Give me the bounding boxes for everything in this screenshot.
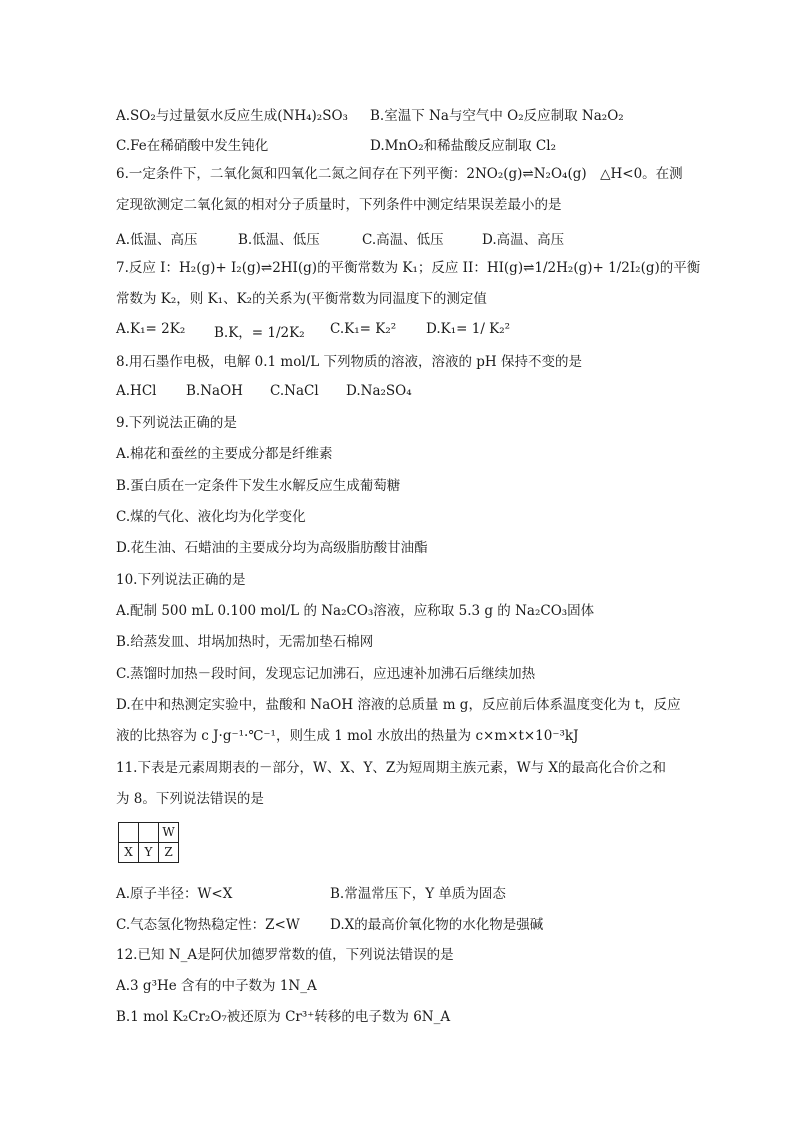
- q6-stem-line2: 定现欲测定二氧化氮的相对分子质量时，下列条件中测定结果误差最小的是: [116, 197, 562, 213]
- q11-stem-line1: 11.下表是元素周期表的－部分，W、X、Y、Z为短周期主族元素，W与 X的最高化合价之和: [116, 760, 667, 776]
- q9-option-b: B.蛋白质在一定条件下发生水解反应生成葡萄糖: [116, 478, 401, 494]
- q5-option-d: D.MnO₂和稀盐酸反应制取 Cl₂: [370, 138, 556, 154]
- q6-option-b: B.低温、低压: [238, 232, 320, 248]
- q5-option-c: C.Fe在稀硝酸中发生钝化: [116, 138, 269, 154]
- q10-option-d-line1: D.在中和热测定实验中，盐酸和 NaOH 溶液的总质量 m g，反应前后体系温度变化为 t，反应: [116, 697, 681, 713]
- q11-option-b: B.常温常压下，Y 单质为固态: [330, 886, 506, 902]
- q6-option-a: A.低温、高压: [116, 232, 198, 248]
- q10-option-c: C.蒸馏时加热－段时间，发现忘记加沸石，应迅速补加沸石后继续加热: [116, 666, 536, 682]
- periodic-table-cell: [119, 823, 139, 843]
- q9-stem: 9.下列说法正确的是: [116, 415, 237, 431]
- q11-option-a: A.原子半径：W<X: [116, 886, 233, 902]
- q11-stem-line2: 为 8。下列说法错误的是: [116, 791, 264, 807]
- q9-option-a: A.棉花和蚕丝的主要成分都是纤维素: [116, 446, 333, 462]
- q7-option-d: D.K₁= 1/ K₂²: [426, 321, 511, 337]
- periodic-table-cell: X: [119, 843, 139, 863]
- q9-option-d: D.花生油、石蜡油的主要成分均为高级脂肪酸甘油酯: [116, 540, 428, 556]
- q8-option-c: C.NaCl: [270, 383, 319, 399]
- q7-option-c: C.K₁= K₂²: [330, 321, 397, 337]
- q7-option-a: A.K₁= 2K₂: [116, 321, 186, 337]
- q10-stem: 10.下列说法正确的是: [116, 572, 246, 588]
- q6-option-d: D.高温、高压: [482, 232, 565, 248]
- q11-option-c: C.气态氢化物热稳定性：Z<W: [116, 917, 300, 933]
- q10-option-a: A.配制 500 mL 0.100 mol/L 的 Na₂CO₃溶液，应称取 5.3 g 的 Na₂CO₃固体: [116, 603, 595, 619]
- periodic-table-cell: Y: [139, 843, 159, 863]
- q6-option-c: C.高温、低压: [362, 232, 444, 248]
- q12-option-a: A.3 g³He 含有的中子数为 1N_A: [116, 978, 317, 994]
- q12-option-b: B.1 mol K₂Cr₂O₇被还原为 Cr³⁺转移的电子数为 6N_A: [116, 1009, 451, 1025]
- q7-stem-line1: 7.反应 I：H₂(g)+ I₂(g)⇌2HI(g)的平衡常数为 K₁；反应 II：HI(g)⇌1/2H₂(g)+ 1/2I₂(g)的平衡: [116, 260, 701, 276]
- q8-option-a: A.HCl: [116, 383, 157, 399]
- q10-option-b: B.给蒸发皿、坩埚加热时，无需加垫石棉网: [116, 634, 374, 650]
- q12-stem: 12.已知 N_A是阿伏加德罗常数的值，下列说法错误的是: [116, 947, 454, 963]
- q7-option-b: B.K，= 1/2K₂: [214, 325, 305, 341]
- periodic-table-cell: [139, 823, 159, 843]
- periodic-table-cell: W: [159, 823, 179, 843]
- q7-stem-line2: 常数为 K₂，则 K₁、K₂的关系为(平衡常数为同温度下的测定值: [116, 291, 487, 307]
- periodic-table-row: [119, 823, 179, 843]
- q11-option-d: D.X的最高价氧化物的水化物是强碱: [330, 917, 544, 933]
- periodic-table-row: [119, 843, 179, 863]
- q10-option-d-line2: 液的比热容为 c J·g⁻¹·℃⁻¹，则生成 1 mol 水放出的热量为 c×m×t×10⁻³kJ: [116, 728, 579, 744]
- q8-option-b: B.NaOH: [186, 383, 243, 399]
- periodic-table-cell: Z: [159, 843, 179, 863]
- q9-option-c: C.煤的气化、液化均为化学变化: [116, 509, 306, 525]
- q6-stem-line1: 6.一定条件下，二氧化氮和四氧化二氮之间存在下列平衡：2NO₂(g)⇌N₂O₄(g) △H<0。在测: [116, 166, 683, 182]
- periodic-table-fragment: [118, 822, 179, 863]
- q8-stem: 8.用石墨作电极，电解 0.1 mol/L 下列物质的溶液，溶液的 pH 保持不变的是: [116, 354, 582, 370]
- q8-option-d: D.Na₂SO₄: [346, 383, 412, 399]
- q5-option-a: A.SO₂与过量氨水反应生成(NH₄)₂SO₃: [116, 108, 348, 124]
- q5-option-b: B.室温下 Na与空气中 O₂反应制取 Na₂O₂: [370, 108, 624, 124]
